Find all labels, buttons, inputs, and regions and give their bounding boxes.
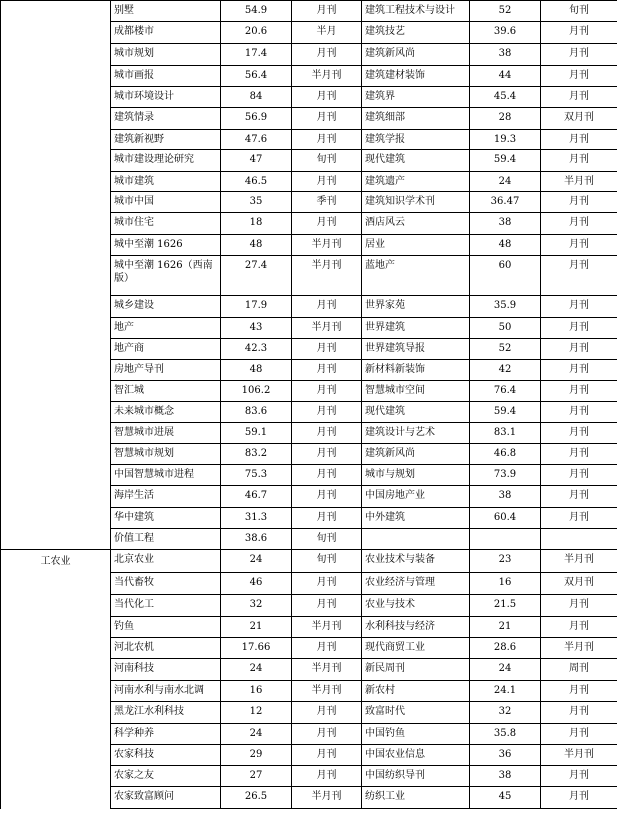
journal-name-cell: 新民周刊 (362, 659, 470, 681)
frequency-cell: 月刊 (541, 724, 617, 745)
frequency-cell: 月刊 (541, 235, 617, 256)
journal-name-cell: 农业经济与管理 (362, 573, 470, 595)
frequency-cell: 月刊 (541, 595, 617, 617)
journal-name-cell: 城市规划 (111, 44, 221, 66)
score-cell: 47.6 (221, 130, 292, 150)
score-cell: 73.9 (470, 465, 541, 486)
frequency-cell: 月刊 (292, 360, 362, 381)
score-cell: 32 (470, 702, 541, 724)
score-cell: 38 (470, 766, 541, 787)
frequency-cell: 月刊 (541, 22, 617, 44)
frequency-cell: 月刊 (292, 573, 362, 595)
frequency-cell: 旬刊 (292, 150, 362, 172)
frequency-cell: 月刊 (292, 381, 362, 402)
frequency-cell: 半月刊 (292, 659, 362, 681)
frequency-cell: 月刊 (292, 638, 362, 659)
score-cell: 24.1 (470, 681, 541, 702)
frequency-cell: 月刊 (541, 256, 617, 296)
journal-name-cell: 北京农业 (111, 550, 221, 573)
journal-name-cell: 建筑知识学术刊 (362, 192, 470, 213)
frequency-cell: 月刊 (292, 702, 362, 724)
journal-name-cell: 致富时代 (362, 702, 470, 724)
journal-name-cell: 钓鱼 (111, 617, 221, 638)
journal-name-cell: 世界建筑 (362, 318, 470, 339)
score-cell: 38.6 (221, 529, 292, 550)
journal-name-cell: 世界建筑导报 (362, 339, 470, 360)
frequency-cell: 月刊 (292, 595, 362, 617)
frequency-cell: 月刊 (292, 130, 362, 150)
journal-name-cell: 建筑设计与艺术 (362, 423, 470, 444)
score-cell: 24 (221, 724, 292, 745)
score-cell: 59.1 (221, 423, 292, 444)
score-cell: 46.5 (221, 172, 292, 192)
frequency-cell: 月刊 (292, 724, 362, 745)
frequency-cell: 月刊 (292, 172, 362, 192)
score-cell: 42.3 (221, 339, 292, 360)
frequency-cell: 月刊 (541, 486, 617, 508)
table-row (1, 550, 617, 573)
frequency-cell: 月刊 (292, 745, 362, 766)
score-cell: 24 (221, 659, 292, 681)
frequency-cell: 月刊 (541, 213, 617, 235)
score-cell: 56.4 (221, 66, 292, 87)
score-cell: 75.3 (221, 465, 292, 486)
category-cell (1, 1, 111, 550)
frequency-cell: 半月刊 (292, 318, 362, 339)
frequency-cell: 旬刊 (292, 529, 362, 550)
score-cell: 27.4 (221, 256, 292, 296)
score-cell: 45.4 (470, 87, 541, 108)
journal-name-cell: 城中至潮 1626（西南版） (111, 256, 221, 296)
score-cell: 32 (221, 595, 292, 617)
score-cell: 17.66 (221, 638, 292, 659)
score-cell: 28.6 (470, 638, 541, 659)
score-cell: 47 (221, 150, 292, 172)
journal-name-cell: 中国农业信息 (362, 745, 470, 766)
frequency-cell: 月刊 (292, 508, 362, 529)
frequency-cell: 月刊 (292, 465, 362, 486)
frequency-cell: 月刊 (541, 766, 617, 787)
score-cell: 50 (470, 318, 541, 339)
score-cell: 44 (470, 66, 541, 87)
table-row (1, 1, 617, 22)
frequency-cell: 月刊 (292, 213, 362, 235)
frequency-cell: 月刊 (541, 87, 617, 108)
journal-name-cell: 城市建筑 (111, 172, 221, 192)
score-cell: 46.7 (221, 486, 292, 508)
journal-name-cell: 农业技术与装备 (362, 550, 470, 573)
frequency-cell: 月刊 (292, 486, 362, 508)
frequency-cell: 半月刊 (292, 256, 362, 296)
score-cell: 59.4 (470, 150, 541, 172)
score-cell: 17.9 (221, 296, 292, 318)
score-cell: 17.4 (221, 44, 292, 66)
score-cell: 38 (470, 486, 541, 508)
score-cell: 59.4 (470, 402, 541, 423)
journal-name-cell: 中国钓鱼 (362, 724, 470, 745)
journal-name-cell: 华中建筑 (111, 508, 221, 529)
frequency-cell: 月刊 (292, 444, 362, 465)
score-cell: 19.3 (470, 130, 541, 150)
journal-name-cell: 未来城市概念 (111, 402, 221, 423)
frequency-cell: 月刊 (292, 1, 362, 22)
frequency-cell: 双月刊 (541, 108, 617, 130)
frequency-cell: 月刊 (541, 508, 617, 529)
journal-name-cell: 城乡建设 (111, 296, 221, 318)
frequency-cell: 月刊 (541, 318, 617, 339)
score-cell: 23 (470, 550, 541, 573)
frequency-cell: 半月刊 (541, 638, 617, 659)
journal-name-cell: 建筑新风尚 (362, 44, 470, 66)
journal-name-cell: 城市中国 (111, 192, 221, 213)
frequency-cell: 旬刊 (541, 1, 617, 22)
journal-name-cell: 科学种养 (111, 724, 221, 745)
score-cell: 43 (221, 318, 292, 339)
journal-name-cell: 新农村 (362, 681, 470, 702)
score-cell: 20.6 (221, 22, 292, 44)
frequency-cell: 半月刊 (541, 745, 617, 766)
journal-name-cell: 建筑学报 (362, 130, 470, 150)
journal-name-cell (362, 529, 470, 550)
journal-name-cell: 现代建筑 (362, 150, 470, 172)
score-cell: 24 (470, 172, 541, 192)
score-cell: 36 (470, 745, 541, 766)
score-cell: 38 (470, 44, 541, 66)
frequency-cell: 月刊 (541, 296, 617, 318)
score-cell: 46.8 (470, 444, 541, 465)
frequency-cell: 半月 (292, 22, 362, 44)
journal-name-cell: 城市住宅 (111, 213, 221, 235)
journal-name-cell: 智慧城市进展 (111, 423, 221, 444)
journal-name-cell: 地产 (111, 318, 221, 339)
journal-name-cell: 价值工程 (111, 529, 221, 550)
score-cell: 16 (470, 573, 541, 595)
journal-name-cell: 农业与技术 (362, 595, 470, 617)
journal-name-cell: 智慧城市规划 (111, 444, 221, 465)
journal-name-cell: 建筑新风尚 (362, 444, 470, 465)
frequency-cell: 月刊 (541, 465, 617, 486)
score-cell: 54.9 (221, 1, 292, 22)
score-cell: 18 (221, 213, 292, 235)
journal-name-cell: 纺织工业 (362, 787, 470, 809)
journal-name-cell: 现代建筑 (362, 402, 470, 423)
journal-name-cell: 城市与规划 (362, 465, 470, 486)
score-cell: 52 (470, 1, 541, 22)
score-cell: 48 (221, 235, 292, 256)
journal-name-cell: 建筑遗产 (362, 172, 470, 192)
frequency-cell: 月刊 (541, 423, 617, 444)
journal-name-cell: 河北农机 (111, 638, 221, 659)
frequency-cell: 月刊 (541, 681, 617, 702)
frequency-cell: 月刊 (292, 423, 362, 444)
score-cell: 45 (470, 787, 541, 809)
frequency-cell: 周刊 (541, 659, 617, 681)
score-cell: 83.2 (221, 444, 292, 465)
journal-name-cell: 建筑情录 (111, 108, 221, 130)
score-cell: 21.5 (470, 595, 541, 617)
score-cell: 16 (221, 681, 292, 702)
frequency-cell: 半月刊 (541, 172, 617, 192)
frequency-cell: 月刊 (292, 296, 362, 318)
score-cell: 60.4 (470, 508, 541, 529)
journal-name-cell: 居业 (362, 235, 470, 256)
score-cell: 35.9 (470, 296, 541, 318)
score-cell: 38 (470, 213, 541, 235)
journal-name-cell: 城市画报 (111, 66, 221, 87)
journal-name-cell: 河南水利与南水北调 (111, 681, 221, 702)
journal-name-cell: 建筑技艺 (362, 22, 470, 44)
journal-name-cell: 城市建设理论研究 (111, 150, 221, 172)
journal-name-cell: 中国智慧城市进程 (111, 465, 221, 486)
score-cell: 24 (470, 659, 541, 681)
frequency-cell: 月刊 (541, 444, 617, 465)
score-cell: 35.8 (470, 724, 541, 745)
frequency-cell: 月刊 (541, 192, 617, 213)
score-cell: 21 (221, 617, 292, 638)
frequency-cell: 半月刊 (292, 235, 362, 256)
journal-name-cell: 中国纺织导刊 (362, 766, 470, 787)
journal-name-cell: 当代化工 (111, 595, 221, 617)
frequency-cell: 月刊 (292, 44, 362, 66)
journal-name-cell: 水利科技与经济 (362, 617, 470, 638)
journal-name-cell: 农家致富顾问 (111, 787, 221, 809)
frequency-cell: 月刊 (292, 87, 362, 108)
score-cell: 56.9 (221, 108, 292, 130)
score-cell: 28 (470, 108, 541, 130)
journal-name-cell: 建筑工程技术与设计 (362, 1, 470, 22)
journal-name-cell: 建筑界 (362, 87, 470, 108)
journal-name-cell: 建筑建材装饰 (362, 66, 470, 87)
score-cell: 46 (221, 573, 292, 595)
frequency-cell: 旬刊 (292, 550, 362, 573)
frequency-cell: 半月刊 (292, 66, 362, 87)
score-cell: 12 (221, 702, 292, 724)
frequency-cell: 月刊 (541, 617, 617, 638)
frequency-cell: 月刊 (292, 108, 362, 130)
frequency-cell: 月刊 (292, 402, 362, 423)
score-cell: 21 (470, 617, 541, 638)
score-cell: 106.2 (221, 381, 292, 402)
score-cell: 76.4 (470, 381, 541, 402)
score-cell: 35 (221, 192, 292, 213)
frequency-cell: 月刊 (292, 766, 362, 787)
journal-name-cell: 中外建筑 (362, 508, 470, 529)
frequency-cell: 月刊 (541, 360, 617, 381)
category-cell: 工农业 (1, 550, 111, 809)
journal-name-cell: 建筑新视野 (111, 130, 221, 150)
frequency-cell: 半月刊 (292, 617, 362, 638)
journal-name-cell: 成都楼市 (111, 22, 221, 44)
journal-name-cell: 房地产导刊 (111, 360, 221, 381)
journal-name-cell: 智慧城市空间 (362, 381, 470, 402)
journal-name-cell: 农家之友 (111, 766, 221, 787)
score-cell: 36.47 (470, 192, 541, 213)
score-cell: 84 (221, 87, 292, 108)
frequency-cell: 半月刊 (292, 787, 362, 809)
frequency-cell: 季刊 (292, 192, 362, 213)
frequency-cell: 月刊 (541, 150, 617, 172)
score-cell: 52 (470, 339, 541, 360)
frequency-cell: 月刊 (292, 339, 362, 360)
score-cell: 31.3 (221, 508, 292, 529)
frequency-cell: 月刊 (541, 66, 617, 87)
score-cell: 42 (470, 360, 541, 381)
score-cell: 39.6 (470, 22, 541, 44)
journal-name-cell: 世界家苑 (362, 296, 470, 318)
score-cell: 24 (221, 550, 292, 573)
journal-name-cell: 城市环境设计 (111, 87, 221, 108)
score-cell: 26.5 (221, 787, 292, 809)
score-cell: 83.6 (221, 402, 292, 423)
journal-name-cell: 建筑细部 (362, 108, 470, 130)
frequency-cell: 半月刊 (292, 681, 362, 702)
journal-name-cell: 海岸生活 (111, 486, 221, 508)
journal-name-cell: 蓝地产 (362, 256, 470, 296)
frequency-cell: 月刊 (541, 381, 617, 402)
frequency-cell: 月刊 (541, 130, 617, 150)
journal-name-cell: 河南科技 (111, 659, 221, 681)
frequency-cell: 月刊 (541, 787, 617, 809)
score-cell: 29 (221, 745, 292, 766)
score-cell (470, 529, 541, 550)
journal-name-cell: 新材料新装饰 (362, 360, 470, 381)
journal-name-cell: 城中至潮 1626 (111, 235, 221, 256)
journal-name-cell: 中国房地产业 (362, 486, 470, 508)
frequency-cell: 月刊 (541, 339, 617, 360)
journal-name-cell: 地产商 (111, 339, 221, 360)
frequency-cell: 月刊 (541, 402, 617, 423)
score-cell: 48 (470, 235, 541, 256)
journal-name-cell: 现代商贸工业 (362, 638, 470, 659)
journal-name-cell: 黑龙江水利科技 (111, 702, 221, 724)
score-cell: 27 (221, 766, 292, 787)
journal-name-cell: 农家科技 (111, 745, 221, 766)
frequency-cell: 月刊 (541, 702, 617, 724)
journal-name-cell: 智汇城 (111, 381, 221, 402)
frequency-cell: 月刊 (541, 44, 617, 66)
journal-name-cell: 当代畜牧 (111, 573, 221, 595)
frequency-cell: 双月刊 (541, 573, 617, 595)
frequency-cell: 半月刊 (541, 550, 617, 573)
frequency-cell (541, 529, 617, 550)
journal-name-cell: 酒店风云 (362, 213, 470, 235)
score-cell: 83.1 (470, 423, 541, 444)
journal-name-cell: 别墅 (111, 1, 221, 22)
score-cell: 60 (470, 256, 541, 296)
score-cell: 48 (221, 360, 292, 381)
